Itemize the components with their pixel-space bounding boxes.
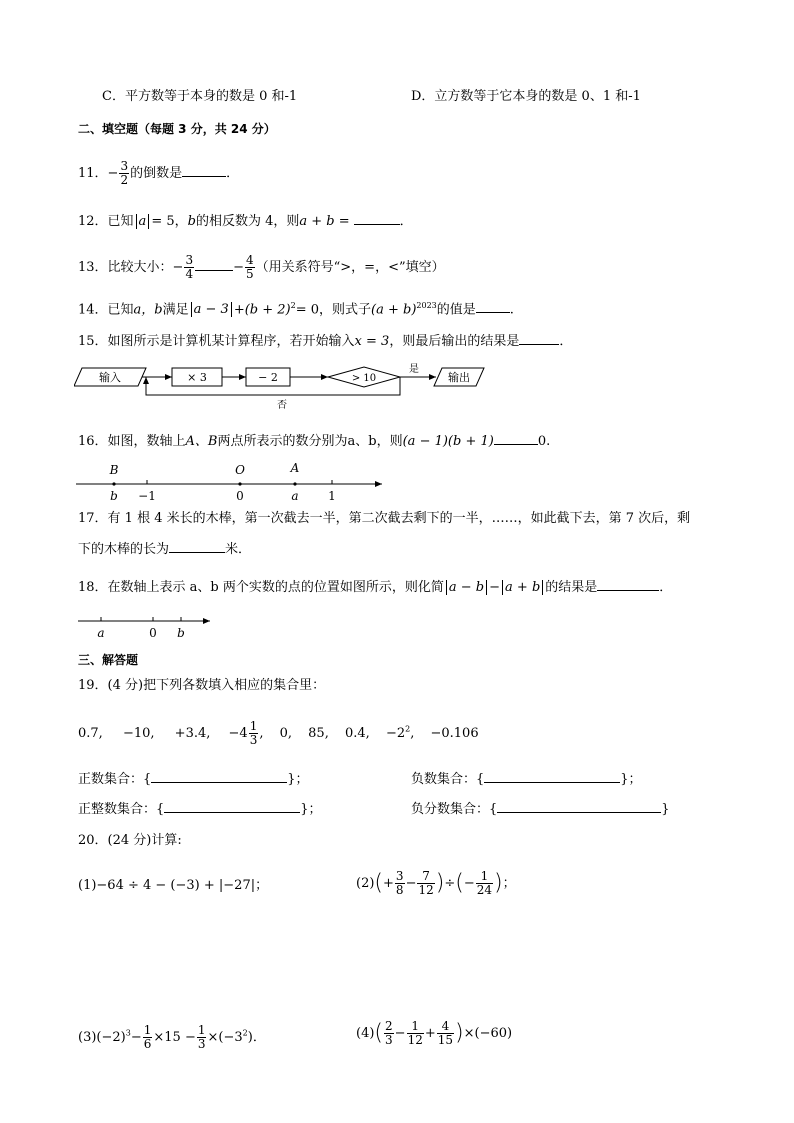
q16-then: ，则 [376, 434, 403, 449]
q20-p2-minus: − [405, 876, 417, 891]
q13-sign1: − [172, 260, 184, 275]
label-B: B [109, 463, 119, 477]
q20-p3-paren: (−3 [218, 1030, 243, 1045]
question-12 [78, 212, 413, 231]
q20-p2-f1n: 3 [395, 869, 404, 883]
q20-p3-label: (3) [78, 1030, 97, 1045]
q20-p2-end: ； [502, 876, 516, 891]
q20-p3-exp2: 2 [242, 1028, 248, 1038]
q20-p3-f2n: 1 [197, 1023, 206, 1037]
q18-suffix: 的结果是 [545, 580, 598, 595]
label-a: a [291, 489, 299, 503]
question-17-line2 [78, 540, 251, 559]
axis2-label-0: 0 [149, 626, 157, 640]
q15-prefix: 15．如图所示是计算机某计算程序，若开始输入 [78, 334, 355, 349]
q15-answer-blank[interactable] [519, 332, 559, 345]
set-positive-integer [78, 800, 322, 819]
q11-frac-den: 2 [120, 173, 129, 187]
q19-num-3: 0, [279, 726, 293, 741]
q14-paren2: (a + b) [371, 302, 417, 318]
q13-f1-den: 4 [185, 267, 194, 281]
q19-pow-exp: 2 [405, 724, 411, 734]
q19-pow-comma: , [410, 726, 415, 741]
q11-end: ． [226, 166, 240, 181]
section-3-title: 三、解答题 [78, 653, 139, 667]
q16-prefix: 16．如图，数轴上 [78, 434, 186, 449]
q17-answer-blank[interactable] [169, 540, 225, 553]
flow-no-label: 否 [277, 400, 287, 411]
q16-expr: (a − 1)(b + 1) [402, 434, 494, 449]
label-neg1: −1 [138, 489, 156, 503]
q16-answer-blank[interactable] [494, 432, 538, 445]
q14-square: 2 [290, 301, 296, 310]
q20-part-1: (1)−64 ÷ 4 − (−3) + |−27|； [78, 878, 269, 893]
q19-num-5: 0.4, [344, 726, 370, 741]
q20-p3-f1n: 1 [143, 1023, 152, 1037]
q13-sign2: − [233, 260, 244, 275]
flowchart [74, 360, 494, 412]
q11-sign: − [107, 166, 119, 181]
q20-p2-div: ÷ [444, 876, 456, 891]
set-negative-label: 负数集合：{ [411, 772, 485, 787]
set-positive-integer-blank[interactable] [164, 800, 300, 813]
q13-hint: （用关系符号“>，=，<”填空） [255, 260, 445, 275]
q19-num-1: −10, [122, 726, 155, 741]
q14-eq: = 0，则式子 [295, 302, 372, 318]
number-line-q18 [74, 612, 224, 642]
q12-eq5: = 5， [151, 214, 188, 229]
q20-p3-close: ) [247, 1030, 253, 1045]
q13-f1-num: 3 [185, 253, 194, 267]
q12-mid: 的相反数为 4，则 [195, 214, 300, 229]
q20-p3-f2d: 3 [197, 1037, 206, 1051]
q20-p2-frac2 [417, 870, 434, 897]
q19-num-0: 0.7, [78, 726, 103, 741]
q20-p4-f3d: 15 [437, 1033, 454, 1047]
question-11 [78, 160, 239, 187]
q13-fraction-1 [184, 254, 194, 281]
question-19-title: 19．(4 分)把下列各数填入相应的集合里： [78, 678, 326, 693]
q13-f2-den: 5 [246, 267, 254, 281]
q20-p3-end: ． [252, 1030, 266, 1045]
q20-p3-frac2 [197, 1024, 207, 1051]
q20-p4-f1d: 3 [385, 1033, 393, 1047]
q20-p2-frac1 [395, 870, 405, 897]
label-1: 1 [328, 489, 336, 503]
q14-mid: 满足 [162, 302, 189, 318]
set-positive-label: 正数集合：{ [78, 772, 152, 787]
q12-prefix: 12．已知 [78, 214, 134, 229]
q20-p4-minus: − [394, 1026, 406, 1041]
flow-yes-label: 是 [409, 364, 419, 375]
q19-number-list [78, 720, 479, 747]
q20-p4-label: (4) [356, 1026, 375, 1041]
q16-zero: 0 [537, 434, 547, 449]
point-a [293, 482, 296, 485]
q14-paren: (b + 2) [244, 302, 291, 318]
q17-line2b: 米． [225, 542, 252, 557]
q20-p3-times15: ×15 − [153, 1030, 196, 1045]
q16-mid: 两点所表示的数分别为 [217, 434, 348, 449]
question-13 [78, 254, 445, 281]
q12-abs-a: a [136, 214, 150, 229]
flow-input-label: 输入 [99, 371, 121, 384]
question-17-line1: 17．有 1 根 4 米长的木棒，第一次截去一半，第二次截去剩下的一半，……，如此截下去，第 7 次后，剩 [78, 511, 691, 526]
q12-expr: a + b = [299, 214, 350, 229]
q14-ab: a，b [133, 302, 163, 318]
q18-abs-2: a + b [502, 580, 543, 595]
q20-part-3 [78, 1024, 266, 1051]
q20-p4-tail: ×(−60) [463, 1026, 513, 1041]
q20-p2-f2n: 7 [417, 870, 434, 884]
set-negative-blank[interactable] [484, 770, 620, 783]
q12-answer-blank[interactable] [354, 212, 400, 225]
flow-output-label: 输出 [448, 371, 470, 384]
q19-mixed-comma: , [259, 726, 264, 741]
q15-x: x = 3 [354, 334, 390, 349]
q13-answer-blank[interactable] [195, 258, 233, 271]
q20-p2-plus: + [383, 876, 394, 891]
q18-minus: − [489, 580, 501, 595]
q20-p2-f2d: 12 [418, 883, 434, 897]
q10-option-d: D．立方数等于它本身的数是 0、1 和-1 [411, 89, 641, 104]
label-A: A [290, 461, 300, 475]
q14-end: . [509, 302, 514, 318]
q14-plus: + [233, 302, 245, 318]
q11-fraction [119, 160, 129, 187]
q20-p4-frac2 [407, 1020, 424, 1047]
q13-fraction-2 [245, 254, 255, 281]
point-b [112, 482, 115, 485]
q20-p3-frac1 [143, 1024, 153, 1051]
q20-p3-times: × [207, 1030, 219, 1045]
set-negative [411, 770, 642, 789]
set-negative-fraction-label: 负分数集合：{ [411, 802, 498, 817]
set-positive-integer-label: 正整数集合：{ [78, 802, 165, 817]
q20-p2-minus2: − [463, 876, 475, 891]
q10-option-c: C．平方数等于本身的数是 0 和-1 [102, 89, 298, 104]
q20-p4-plus: + [424, 1026, 436, 1041]
flow-subtract-label: − 2 [258, 371, 278, 384]
flow-condition-label: > 10 [351, 373, 377, 384]
q11-frac-num: 3 [120, 159, 129, 173]
point-o [238, 482, 241, 485]
q15-end: ． [559, 334, 573, 349]
set-negative-fraction [411, 800, 670, 819]
set-positive-close: }； [287, 772, 309, 787]
q19-num-6: −0.106 [430, 726, 479, 741]
set-negative-fraction-close: } [661, 802, 670, 817]
q14-prefix: 14．已知 [78, 302, 134, 318]
label-0: 0 [236, 489, 244, 503]
q20-p4-f3n: 4 [437, 1020, 454, 1034]
axis2-label-a: a [97, 626, 105, 640]
question-20-title: 20．(24 分)计算: [78, 833, 182, 848]
label-b: b [110, 489, 118, 503]
q20-part-4: (4)( $\frac{2}{3}$ − $\frac{1}{12}$ + $\frac{4}{15}$ )×(−60) [356, 1019, 513, 1047]
label-O: O [235, 463, 245, 477]
q19-pow-base: −2 [385, 726, 406, 741]
q14-abs-expr: a − 3 [191, 302, 232, 317]
set-positive-integer-close: }； [300, 802, 322, 817]
q20-p3-base: (−2) [96, 1030, 126, 1045]
q20-p4-frac1 [384, 1020, 394, 1047]
q19-num-2: +3.4, [174, 726, 211, 741]
q20-p4-f2n: 1 [407, 1020, 424, 1034]
q18-prefix: 18．在数轴上表示 a、b 两个实数的点的位置如图所示，则化简 [78, 580, 444, 595]
question-15 [78, 332, 572, 351]
set-positive [78, 770, 309, 789]
q20-part-2: (2)(+ $\frac{3}{8}$ − $\frac{7}{12}$ )÷(− $\frac{1}{24}$ )； [356, 869, 516, 897]
q14-power: 2023 [416, 301, 437, 310]
q20-p4-f1n: 2 [385, 1019, 393, 1033]
q16-ab: a、b [347, 434, 377, 449]
q14-answer-blank[interactable] [476, 300, 510, 313]
set-negative-close: }； [620, 772, 642, 787]
q20-p4-f2d: 12 [407, 1033, 423, 1047]
q16-end: . [546, 434, 551, 449]
q20-p2-frac3 [476, 870, 493, 897]
q14-suffix: 的值是 [436, 302, 476, 318]
q11-text: 的倒数是 [130, 166, 183, 181]
q18-abs-1: a − b [446, 580, 487, 595]
q20-p2-label: (2) [356, 876, 375, 891]
q15-suffix: ，则最后输出的结果是 [389, 334, 520, 349]
q20-p4-frac3 [437, 1020, 454, 1047]
q11-number: 11． [78, 166, 108, 181]
q13-f2-num: 4 [246, 253, 254, 267]
q16-ab-points: A、B [185, 434, 218, 449]
q12-b: b [187, 214, 196, 229]
q18-end: ． [659, 580, 673, 595]
q20-p2-f3n: 1 [476, 870, 493, 884]
q20-p3-f1d: 6 [143, 1037, 152, 1051]
q20-p3-exp: 3 [125, 1028, 131, 1038]
q13-prefix: 13．比较大小： [78, 260, 173, 275]
set-negative-fraction-blank[interactable] [497, 800, 661, 813]
section-2-title: 二、填空题（每题 3 分，共 24 分） [78, 122, 276, 136]
q12-end: ． [399, 214, 413, 229]
question-16 [78, 432, 550, 451]
q19-mixed-den: 3 [249, 733, 258, 747]
q19-num-4: 85, [308, 726, 329, 741]
q20-p3-minus: − [130, 1030, 142, 1045]
q11-answer-blank[interactable] [182, 164, 226, 177]
q19-mixed-num: 1 [249, 719, 258, 733]
q20-p2-f1d: 8 [395, 883, 404, 897]
q17-line2a: 下的木棒的长为 [78, 542, 170, 557]
q18-answer-blank[interactable] [597, 578, 659, 591]
number-line-q16 [74, 460, 394, 504]
axis2-label-b: b [177, 626, 185, 640]
q20-p2-f3d: 24 [476, 883, 493, 897]
q19-mixed-whole: −4 [228, 726, 248, 741]
q19-mixed-frac [249, 720, 259, 747]
question-18 [78, 578, 672, 597]
set-positive-blank[interactable] [151, 770, 287, 783]
question-14 [78, 297, 514, 319]
flow-multiply-label: × 3 [187, 371, 207, 384]
